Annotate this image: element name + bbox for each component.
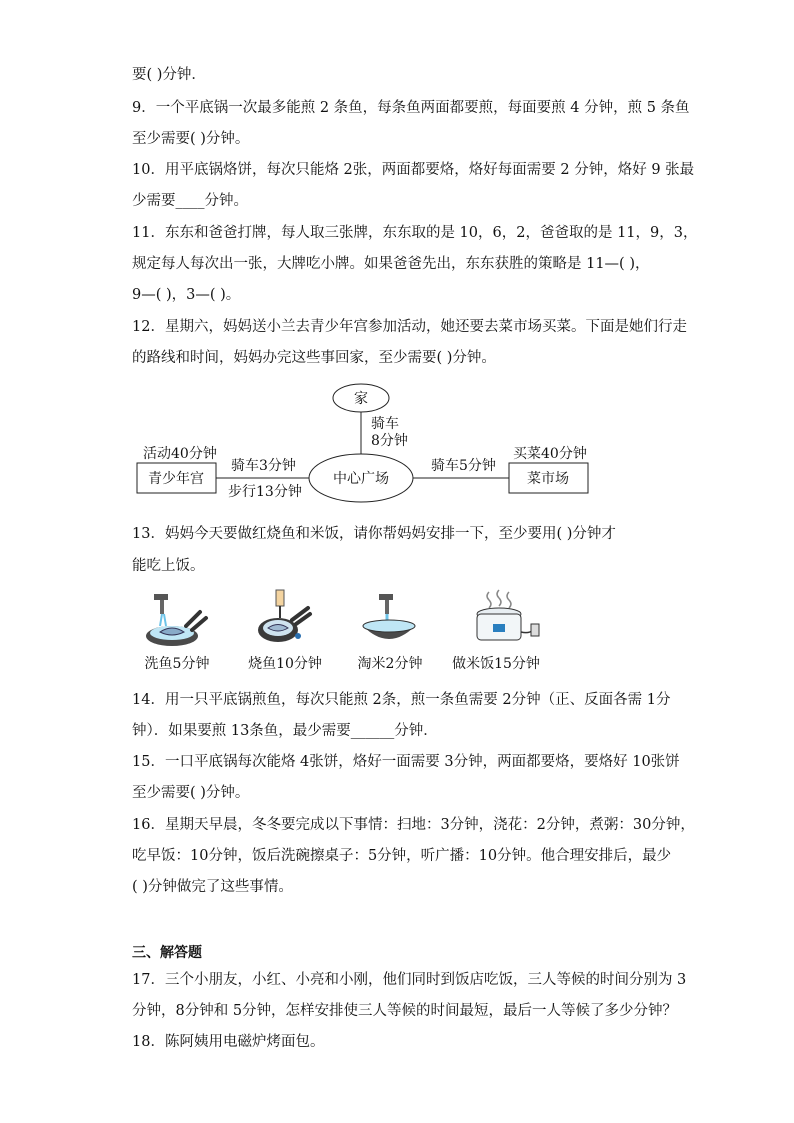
q12-line2: 的路线和时间，妈妈办完这些事回家，至少需要( )分钟。: [132, 350, 496, 366]
q13-line1: 13．妈妈今天要做红烧鱼和米饭，请你帮妈妈安排一下，至少要用( )分钟才: [132, 526, 616, 542]
ride-right-label: 骑车5分钟: [431, 458, 496, 474]
activity-label: 活动40分钟: [143, 446, 217, 462]
q11-line1: 11．东东和爸爸打牌，每人取三张牌，东东取的是 10，6，2，爸爸取的是 11，9，3，: [132, 225, 698, 241]
fish-cooking-icon: [250, 588, 320, 648]
cooking-label-cook-fish: 烧鱼10分钟: [248, 656, 322, 672]
q16-line3: ( )分钟做完了这些事情。: [132, 879, 293, 895]
ride-left-label: 骑车3分钟: [231, 458, 296, 474]
q10-line1: 10．用平底锅烙饼，每次只能烙 2张，两面都要烙，烙好每面需要 2 分钟，烙好 9 张最: [132, 162, 695, 178]
center-label: 中心广场: [333, 471, 389, 487]
q14-line1: 14．用一只平底锅煎鱼，每次只能煎 2条，煎一条鱼需要 2分钟（正、反面各需 1分: [132, 692, 671, 708]
rice-washing-icon: [357, 590, 427, 650]
home-label: 家: [354, 391, 368, 407]
walk-left-label: 步行13分钟: [228, 484, 302, 500]
rice-cooker-icon: [463, 588, 543, 648]
q16-line1: 16．星期天早晨，冬冬要完成以下事情：扫地：3分钟，浇花：2分钟，煮粥：30分钟，: [132, 817, 695, 833]
q12-line1: 12．星期六，妈妈送小兰去青少年宫参加活动，她还要去菜市场买菜。下面是她们行走: [132, 319, 687, 335]
q16-line2: 吃早饭：10分钟，饭后洗碗擦桌子：5分钟，听广播：10分钟。他合理安排后，最少: [132, 848, 672, 864]
q9-line2: 至少需要( )分钟。: [132, 131, 250, 147]
q8-tail: 要( )分钟．: [132, 67, 206, 83]
q15-line1: 15．一口平底锅每次能烙 4张饼，烙好一面需要 3分钟，两面都要烙，要烙好 10张饼: [132, 754, 680, 770]
cooking-label-wash-fish: 洗鱼5分钟: [144, 656, 210, 672]
fish-washing-icon: [142, 590, 212, 650]
shopping-label: 买菜40分钟: [513, 446, 587, 462]
section-heading-answers: 三、解答题: [132, 945, 202, 961]
q17-line1: 17．三个小朋友，小红、小亮和小刚，他们同时到饭店吃饭，三人等候的时间分别为 3: [132, 972, 687, 988]
ride-home-label: 骑车: [371, 416, 399, 432]
q14-line2: 钟）．如果要煎 13条鱼，最少需要______分钟．: [132, 723, 438, 739]
q9-line1: 9．一个平底锅一次最多能煎 2 条鱼，每条鱼两面都要煎，每面要煎 4 分钟，煎 5 条鱼: [132, 100, 690, 116]
q11-line2: 规定每人每次出一张，大牌吃小牌。如果爸爸先出，东东获胜的策略是 11—( )，: [132, 256, 650, 272]
market-label: 菜市场: [527, 471, 569, 487]
q11-line3: 9—( )，3—( )。: [132, 287, 241, 303]
q10-line2: 少需要____分钟。: [132, 193, 248, 209]
route-diagram: [0, 378, 794, 508]
ride-home-time: 8分钟: [371, 433, 408, 449]
q17-line2: 分钟，8分钟和 5分钟，怎样安排使三人等候的时间最短，最后一人等候了多少分钟？: [132, 1003, 678, 1019]
q15-line2: 至少需要( )分钟。: [132, 785, 250, 801]
q18-line1: 18．陈阿姨用电磁炉烤面包。: [132, 1034, 325, 1050]
youth-palace-label: 青少年宫: [148, 471, 204, 487]
cooking-label-wash-rice: 淘米2分钟: [357, 656, 423, 672]
q13-line2: 能吃上饭。: [132, 558, 205, 574]
cooking-label-rice-cooker: 做米饭15分钟: [452, 656, 540, 672]
